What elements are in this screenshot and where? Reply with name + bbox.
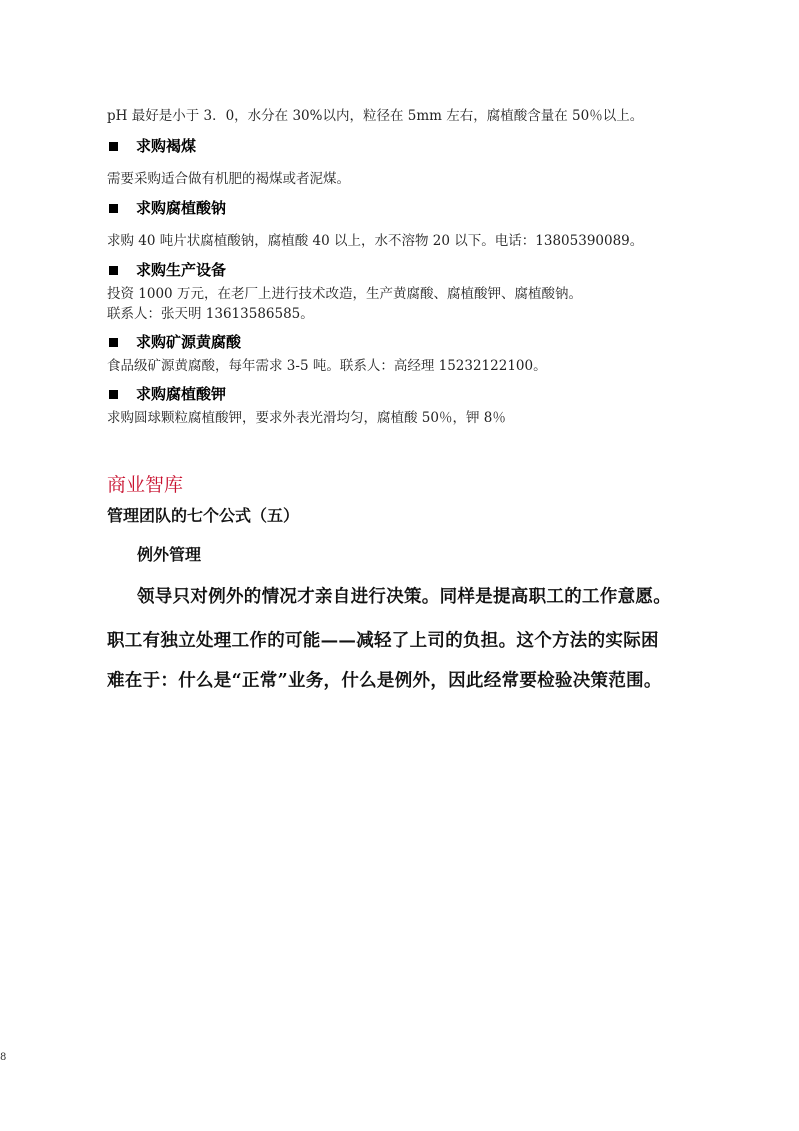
paragraph-line-2: 职工有独立处理工作的可能——减轻了上司的负担。这个方法的实际困 — [107, 631, 659, 651]
heading-label: 求购褐煤 — [136, 137, 197, 155]
sodium-humate-description: 求购 40 吨片状腐植酸钠，腐植酸 40 以上，水不溶物 20 以下。电话：13805390089。 — [107, 233, 644, 249]
page-number: 8 — [0, 1052, 7, 1063]
paragraph-line-3: 难在于：什么是“正常”业务，什么是例外，因此经常要检验决策范围。 — [107, 671, 662, 691]
heading-buy-lignite — [107, 136, 196, 156]
heading-label: 求购腐植酸钠 — [136, 199, 227, 217]
square-bullet-icon — [109, 390, 118, 399]
article-title: 管理团队的七个公式（五） — [107, 506, 300, 525]
potassium-humate-description: 求购圆球颗粒腐植酸钾，要求外表光滑均匀，腐植酸 50％，钾 8％ — [107, 410, 506, 426]
fulvic-acid-description: 食品级矿源黄腐酸，每年需求 3-5 吨。联系人：高经理 15232122100。 — [107, 358, 547, 374]
heading-buy-fulvic-acid — [107, 332, 241, 352]
heading-buy-potassium-humate — [107, 384, 226, 404]
section-title: 商业智库 — [107, 474, 184, 496]
heading-buy-equipment — [107, 260, 226, 280]
heading-label: 求购腐植酸钾 — [136, 385, 227, 403]
square-bullet-icon — [109, 266, 118, 275]
heading-label: 求购生产设备 — [136, 261, 227, 279]
square-bullet-icon — [109, 338, 118, 347]
heading-label: 求购矿源黄腐酸 — [136, 333, 242, 351]
article-subheading: 例外管理 — [137, 545, 202, 564]
paragraph-line-1: 领导只对例外的情况才亲自进行决策。同样是提高职工的工作意愿。 — [137, 587, 671, 607]
ph-requirement-text: pH 最好是小于 3．0，水分在 30%以内，粒径在 5mm 左右，腐植酸含量在 50％以上。 — [107, 108, 644, 124]
equipment-contact: 联系人：张天明 13613586585。 — [107, 306, 314, 322]
square-bullet-icon — [109, 142, 118, 151]
lignite-description: 需要采购适合做有机肥的褐煤或者泥煤。 — [107, 171, 350, 187]
square-bullet-icon — [109, 204, 118, 213]
heading-buy-sodium-humate — [107, 198, 226, 218]
equipment-description: 投资 1000 万元，在老厂上进行技术改造，生产黄腐酸、腐植酸钾、腐植酸钠。 — [107, 286, 582, 302]
